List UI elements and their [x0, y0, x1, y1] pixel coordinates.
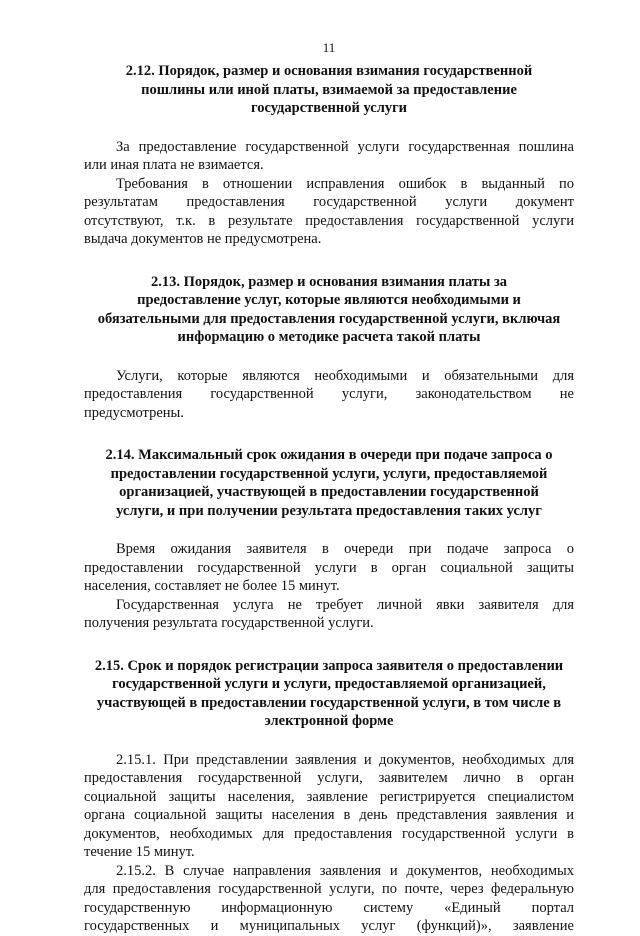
- text-line: Время ожидания заявителя в очереди при подаче запроса о: [116, 541, 574, 557]
- heading-line: государственной услуги: [250, 100, 408, 116]
- heading-line: информацию о методике расчета такой платы: [177, 329, 481, 345]
- section-2-13-heading: [84, 273, 574, 347]
- page-number: 11: [322, 40, 336, 55]
- text-line: государственных и муниципальных услуг (функций)», заявление: [84, 918, 574, 934]
- text-line: предоставления государственной услуги, законодательством не: [84, 386, 574, 402]
- section-2-15-paragraph-1: [84, 751, 574, 862]
- text-line: выдача документов не предусмотрена.: [84, 231, 322, 247]
- section-2-12-paragraph-1: [84, 138, 574, 175]
- text-line: предусмотрены.: [84, 404, 184, 421]
- text-line: для предоставления государственной услуги, по почте, через федеральную: [84, 881, 574, 897]
- text-line: предоставлении государственной услуги в орган социальной защиты: [84, 559, 574, 576]
- heading-line: государственной услуги и услуги, предоставляемой организацией,: [112, 676, 546, 692]
- heading-line: 2.13. Порядок, размер и основания взимания платы за: [150, 273, 508, 290]
- heading-line: предоставление услуг, которые являются необходимыми и: [137, 292, 521, 308]
- text-line: органа социальной защиты населения в день представления заявления и: [84, 807, 574, 823]
- heading-line: предоставлении государственной услуги, услуги, предоставляемой: [110, 465, 548, 482]
- text-line: предоставления государственной услуги, заявителем лично в орган: [84, 770, 574, 786]
- section-2-13-paragraph-1: [84, 367, 574, 423]
- section-2-15-paragraph-2: [84, 862, 574, 936]
- heading-line: пошлины или иной платы, взимаемой за предоставление: [141, 81, 517, 98]
- text-line: государственную информационную систему «Единый портал: [84, 899, 574, 916]
- text-line: результатам предоставления государственной услуги документ: [84, 194, 574, 210]
- text-line: За предоставление государственной услуги государственная пошлина: [116, 138, 574, 155]
- text-line: 2.15.1. При представлении заявления и документов, необходимых для: [116, 751, 574, 768]
- section-2-15-heading: [84, 657, 574, 731]
- text-line: документов, необходимых для предоставления государственной услуги в: [84, 825, 574, 842]
- heading-line: 2.12. Порядок, размер и основания взимания государственной: [125, 63, 533, 79]
- heading-line: услуги, и при получении результата предоставления таких услуг: [116, 502, 542, 519]
- heading-line: электронной форме: [264, 713, 394, 729]
- text-line: населения, составляет не более 15 минут.: [84, 578, 340, 594]
- section-2-14-heading: [84, 446, 574, 520]
- heading-line: 2.15. Срок и порядок регистрации запроса заявителя о предоставлении: [94, 657, 564, 674]
- text-line: отсутствуют, т.к. в результате предоставления государственной услуги: [84, 212, 574, 229]
- text-line: течение 15 минут.: [84, 844, 195, 860]
- section-2-14-paragraph-2: [84, 596, 574, 633]
- section-2-12-heading: [84, 62, 574, 118]
- heading-line: участвующей в предоставлении государственной услуги, в том числе в: [96, 694, 562, 711]
- heading-line: организацией, участвующей в предоставлении государственной: [119, 484, 539, 500]
- text-line: социальной защиты населения, заявление регистрируется специалистом: [84, 788, 574, 805]
- heading-line: 2.14. Максимальный срок ожидания в очереди при подаче запроса о: [105, 447, 553, 463]
- text-line: получения результата государственной услуги.: [84, 615, 374, 631]
- text-line: Государственная услуга не требует личной явки заявителя для: [116, 596, 574, 613]
- section-2-14-paragraph-1: [84, 540, 574, 596]
- text-line: Услуги, которые являются необходимыми и обязательными для: [116, 367, 574, 384]
- heading-line: обязательными для предоставления государственной услуги, включая: [97, 310, 561, 327]
- text-line: Требования в отношении исправления ошибок в выданный по: [116, 175, 574, 192]
- text-line: или иная плата не взимается.: [84, 157, 264, 173]
- section-2-12-paragraph-2: [84, 175, 574, 249]
- text-line: 2.15.2. В случае направления заявления и документов, необходимых: [116, 862, 574, 879]
